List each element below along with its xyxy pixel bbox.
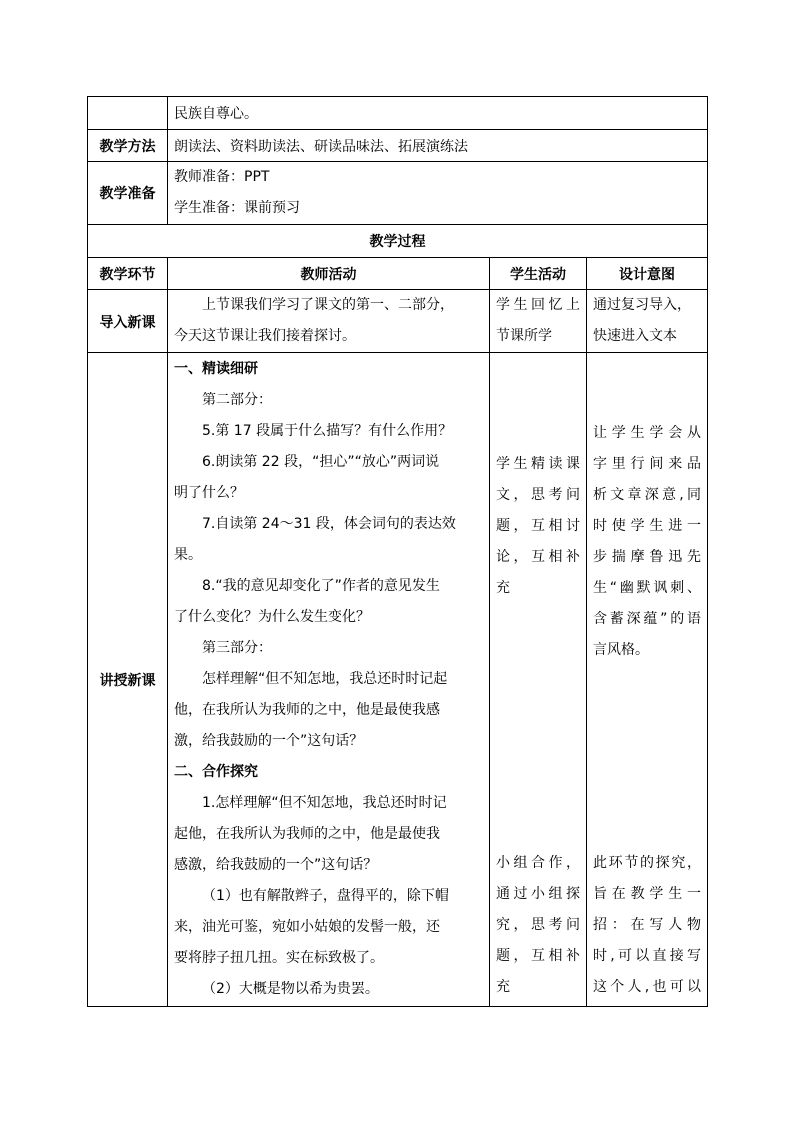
row-process-title xyxy=(88,225,708,258)
row-lecture xyxy=(88,353,708,1007)
top-text: 民族自尊心。 xyxy=(168,97,708,130)
row-top xyxy=(88,97,708,130)
prep-teacher: 教师准备：PPT xyxy=(174,169,270,185)
intro-student: 学生回忆上 节课所学 xyxy=(490,290,587,353)
intro-design: 通过复习导入， 快速进入文本 xyxy=(587,290,708,353)
methods-label: 教学方法 xyxy=(88,130,168,162)
prep-label: 教学准备 xyxy=(88,162,168,225)
lecture-design: 让学生学会从 字里行间来品 析文章深意,同 时使学生进一 步揣摩鲁迅先 生“幽默讽刺、 含蓄深蕴”的语 言风格。 此环节的探究， 旨在教学生一 招：在写人物 时,可以直接写 这个人,也可以 xyxy=(587,353,708,1007)
header-design: 设计意图 xyxy=(587,258,708,290)
top-left-cell xyxy=(88,97,168,130)
header-teacher: 教师活动 xyxy=(168,258,490,290)
row-methods xyxy=(88,130,708,162)
row-headers xyxy=(88,258,708,290)
process-title: 教学过程 xyxy=(88,225,708,258)
methods-text: 朗读法、资料助读法、研读品味法、拓展演练法 xyxy=(168,130,708,162)
lecture-teacher: 一、精读细研 第二部分： 5.第 17 段属于什么描写？有什么作用？ 6.朗读第 22 段，“担心”“放心”两词说 明了什么？ 7.自读第 24～31 段，体会词句的表达效 果。 8.“我的意见却变化了”作者的意见发生 了什么变化？为什么发生变化？ 第三部分： 怎样理解“但不知怎地，我总还时时记起 他，在我所认为我师的之中，他是最使我感 激，给我鼓励的一个”这句话？ 二、合作探究 1.怎样理解“但不知怎地，我总还时时记 起他，在我所认为我师的之中，他是最使我 感激，给我鼓励的一个”这句话？ （1）也有解散辫子，盘得平的，除下帽 来，油光可鉴，宛如小姑娘的发髻一般，还 要将脖子扭几扭。实在标致极了。 （2）大概是物以希为贵罢。 xyxy=(168,353,490,1007)
intro-stage: 导入新课 xyxy=(88,290,168,353)
header-student: 学生活动 xyxy=(490,258,587,290)
intro-teacher: 上节课我们学习了课文的第一、二部分， 今天这节课让我们接着探讨。 xyxy=(168,290,490,353)
prep-student: 学生准备：课前预习 xyxy=(174,200,300,216)
row-intro xyxy=(88,290,708,353)
row-prep xyxy=(88,162,708,225)
lecture-stage: 讲授新课 xyxy=(88,353,168,1007)
lesson-plan-table xyxy=(87,96,708,1007)
header-stage: 教学环节 xyxy=(88,258,168,290)
prep-cell xyxy=(168,162,708,225)
lecture-student: 学生精读课 文，思考问 题，互相讨 论，互相补 充 小组合作， 通过小组探 究，思考问 题，互相补 充 xyxy=(490,353,587,1007)
